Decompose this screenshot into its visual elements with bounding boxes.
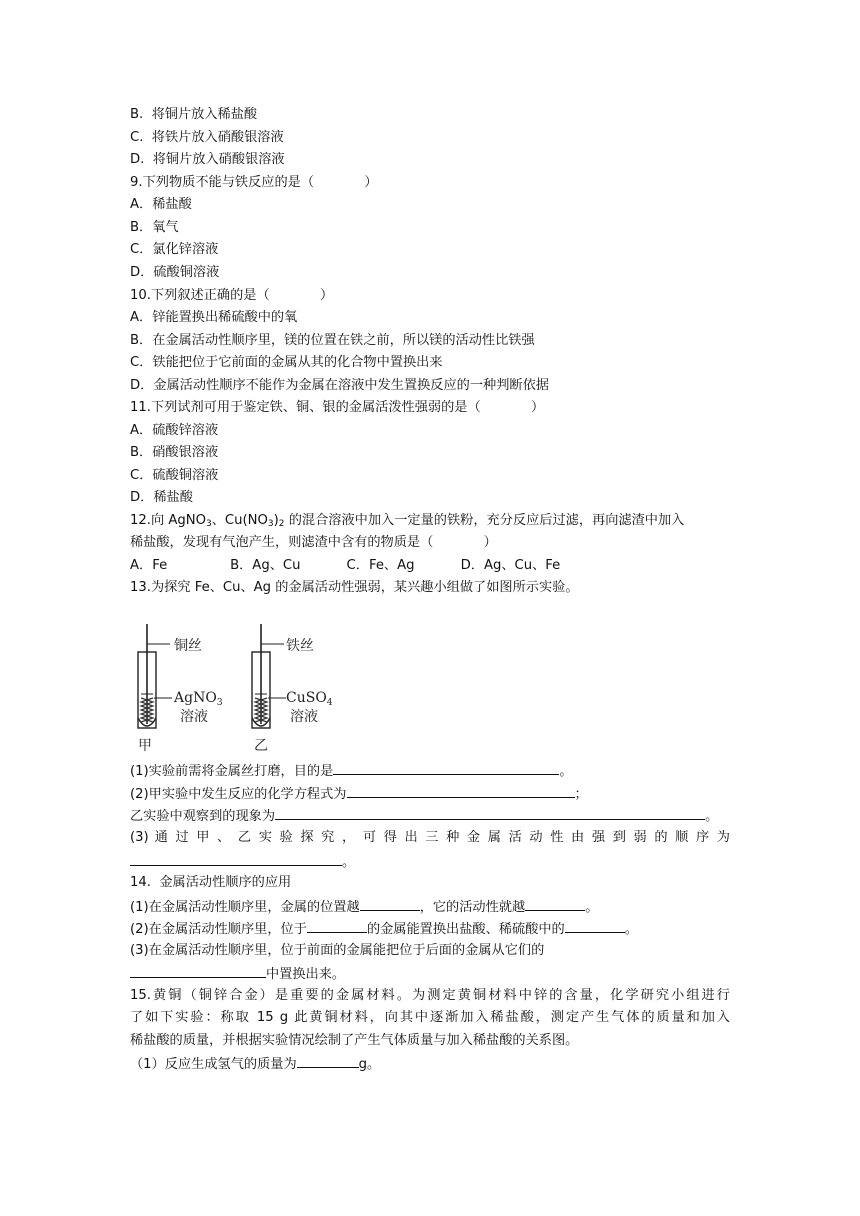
question-12-line-1 <box>130 511 684 531</box>
q13-1-blank[interactable] <box>333 760 559 775</box>
q12-text-c: ) <box>273 513 279 528</box>
q12-sub-1: 3 <box>206 519 212 529</box>
q14-part-3-line-2 <box>130 963 345 985</box>
q14-2-text-a: (2)在金属活动性顺序里，位于 <box>130 922 307 937</box>
q15-1-blank[interactable] <box>297 1053 359 1068</box>
q13-2-obs-blank[interactable] <box>275 805 705 820</box>
question-15-line-1: 15.黄铜（铜锌合金）是重要的金属材料。为测定黄铜材料中锌的含量，化学研究小组进行 <box>130 988 730 1003</box>
q12-sub-2: 3 <box>267 519 274 529</box>
q13-1-end: 。 <box>559 764 573 779</box>
q14-3-blank[interactable] <box>130 963 266 978</box>
q13-part-2 <box>130 783 588 805</box>
question-9: 9.下列物质不能与铁反应的是（ ） <box>130 175 378 190</box>
q14-2-text-c: 。 <box>624 922 638 937</box>
q13-part-3-answer <box>130 851 355 873</box>
q9-option-d: D．硫酸铜溶液 <box>130 265 220 280</box>
q12-sub-3: 2 <box>278 519 285 529</box>
question-11: 11.下列试剂可用于鉴定铁、铜、银的金属活泼性强弱的是（ ） <box>130 400 545 415</box>
jia-solution-word: 溶液 <box>180 709 208 725</box>
q11-option-c: C．硫酸铜溶液 <box>130 468 219 483</box>
q15-part-1 <box>130 1053 380 1075</box>
question-12-line-2: 稀盐酸，发现有气泡产生，则滤渣中含有的物质是（ ） <box>130 535 497 550</box>
q11-option-d: D．稀盐酸 <box>130 490 193 505</box>
question-14: 14. 金属活动性顺序的应用 <box>130 875 292 890</box>
yi-formula-main: CuSO <box>286 690 327 706</box>
jia-solution-formula <box>173 690 223 708</box>
test-tube-jia <box>138 624 172 728</box>
question-13: 13.为探究 Fe、Cu、Ag 的金属活动性强弱，某兴趣小组做了如图所示实验。 <box>130 580 579 595</box>
q13-2-obs-text: 乙实验中观察到的现象为 <box>130 809 276 824</box>
q14-3-text-b: 中置换出来。 <box>266 967 346 982</box>
q14-1-text-b: ，它的活动性就越 <box>419 900 526 915</box>
q10-option-c: C．铁能把位于它前面的金属从其的化合物中置换出来 <box>130 355 443 370</box>
q13-2-blank[interactable] <box>347 783 575 798</box>
q13-3-blank[interactable] <box>130 851 342 866</box>
test-tube-yi <box>252 624 286 728</box>
q12-text-b: 、Cu(NO <box>211 513 268 528</box>
yi-solution-formula <box>286 690 333 708</box>
q10-option-d: D．金属活动性顺序不能作为金属在溶液中发生置换反应的一种判断依据 <box>130 378 549 393</box>
q13-2-obs-end: 。 <box>705 809 719 824</box>
q14-2-blank-b[interactable] <box>565 918 625 933</box>
experiment-figure <box>128 622 348 754</box>
q10-option-b: B．在金属活动性顺序里，镁的位置在铁之前，所以镁的活动性比铁强 <box>130 333 535 348</box>
q13-part-2-observation <box>130 805 718 827</box>
q14-2-blank-a[interactable] <box>307 918 367 933</box>
q14-part-1 <box>130 896 598 918</box>
q13-1-text: (1)实验前需将金属丝打磨，目的是 <box>130 764 334 779</box>
q14-1-blank-a[interactable] <box>360 896 420 911</box>
q14-part-3: (3)在金属活动性顺序里，位于前面的金属能把位于后面的金属从它们的 <box>130 943 545 958</box>
q14-1-text-a: (1)在金属活动性顺序里，金属的位置越 <box>130 900 360 915</box>
q13-part-1 <box>130 760 573 782</box>
jia-wire-label: 铜丝 <box>174 638 202 654</box>
jia-formula-sub: 3 <box>216 698 223 708</box>
q12-text-a: 12.向 AgNO <box>130 513 206 528</box>
q8-option-b: B. 将铜片放入稀盐酸 <box>130 107 258 122</box>
question-15-line-3: 稀盐酸的质量，并根据实验情况绘制了产生气体质量与加入稀盐酸的关系图。 <box>130 1033 579 1048</box>
q11-option-a: A．硫酸锌溶液 <box>130 423 219 438</box>
q13-part-3: (3) 通 过 甲 、 乙 实 验 探 究 ， 可 得 出 三 种 金 属 活 动 性 由 强 到 弱 的 顺 序 为 <box>130 830 730 845</box>
q12-text-d: 的混合溶液中加入一定量的铁粉，充分反应后过滤，再向滤渣中加入 <box>284 513 685 528</box>
q13-2-text: (2)甲实验中发生反应的化学方程式为 <box>130 787 347 802</box>
q8-option-d: D. 将铜片放入硝酸银溶液 <box>130 152 285 167</box>
yi-label: 乙 <box>254 738 268 754</box>
q14-1-text-c: 。 <box>585 900 599 915</box>
q14-2-text-b: 的金属能置换出盐酸、稀硫酸中的 <box>366 922 565 937</box>
q9-option-b: B．氧气 <box>130 220 179 235</box>
q9-option-c: C．氯化锌溶液 <box>130 242 219 257</box>
question-10: 10.下列叙述正确的是（ ） <box>130 288 334 303</box>
yi-formula-sub: 4 <box>326 698 333 708</box>
q10-option-a: A．锌能置换出稀硫酸中的氧 <box>130 310 298 325</box>
q13-3-end: 。 <box>342 855 356 870</box>
jia-label: 甲 <box>138 738 152 754</box>
yi-solution-word: 溶液 <box>290 709 318 725</box>
q13-2-end: ； <box>574 787 588 802</box>
q12-options: A．Fe B．Ag、Cu C．Fe、Ag D．Ag、Cu、Fe <box>130 558 561 573</box>
q14-1-blank-b[interactable] <box>525 896 585 911</box>
yi-wire-label: 铁丝 <box>286 638 314 654</box>
q8-option-c: C. 将铁片放入硝酸银溶液 <box>130 130 284 145</box>
q9-option-a: A．稀盐酸 <box>130 197 192 212</box>
jia-formula-main: AgNO <box>174 690 217 706</box>
q11-option-b: B．硝酸银溶液 <box>130 445 219 460</box>
q15-1-unit: g。 <box>358 1057 381 1072</box>
q14-part-2 <box>130 918 638 940</box>
question-15-line-2: 了如下实验：称取 15 g 此黄铜材料，向其中逐渐加入稀盐酸，测定产生气体的质量和加入 <box>130 1010 730 1025</box>
q15-1-text: （1）反应生成氢气的质量为 <box>130 1057 297 1072</box>
